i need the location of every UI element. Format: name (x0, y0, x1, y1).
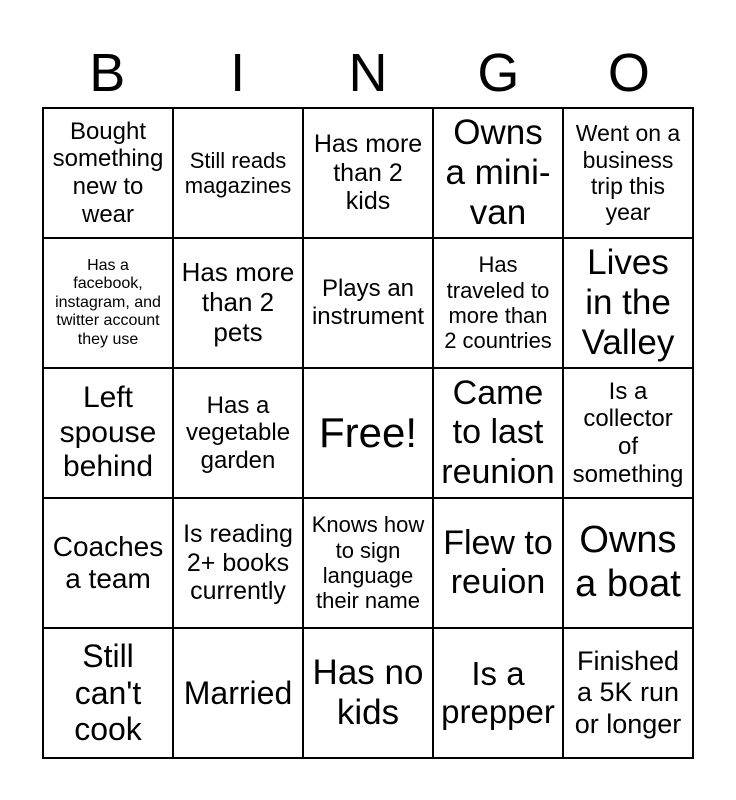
bingo-cell-r2c4 (434, 239, 562, 367)
bingo-grid (42, 107, 694, 759)
cell-text: Has more than 2 pets (181, 257, 295, 347)
cell-text: Came to last reunion (441, 374, 555, 491)
title-letter-i: I (230, 43, 246, 103)
title-letter-n: N (348, 43, 388, 103)
bingo-cell-r4c4 (434, 499, 562, 627)
bingo-cell-r3c1 (44, 369, 172, 497)
bingo-cell-r5c3 (304, 629, 432, 757)
cell-text: Lives in the Valley (581, 242, 675, 363)
bingo-cell-r1c3 (304, 109, 432, 237)
cell-text: Still reads magazines (184, 147, 292, 198)
bingo-cell-r4c2 (174, 499, 302, 627)
cell-text: Went on a business trip this year (575, 120, 681, 226)
cell-text: Flew to reuion (443, 523, 553, 601)
cell-text: Coaches a team (52, 530, 164, 594)
bingo-cell-r4c5 (564, 499, 692, 627)
bingo-cell-r2c5 (564, 239, 692, 367)
title-letter-o: O (607, 43, 650, 103)
cell-text: Free! (318, 408, 418, 456)
bingo-title (42, 40, 694, 103)
free-space-cell (304, 369, 432, 497)
cell-text: Married (183, 674, 293, 711)
cell-text: Is a collector of something (572, 377, 684, 488)
cell-text: Owns a boat (575, 519, 681, 605)
title-letter-g: G (477, 43, 520, 103)
bingo-cell-r1c1 (44, 109, 172, 237)
bingo-cell-r2c1 (44, 239, 172, 367)
bingo-cell-r1c2 (174, 109, 302, 237)
bingo-cell-r5c5 (564, 629, 692, 757)
bingo-cell-r4c1 (44, 499, 172, 627)
bingo-cell-r3c5 (564, 369, 692, 497)
cell-text: Is reading 2+ books currently (183, 519, 293, 606)
cell-text: Has a vegetable garden (185, 391, 291, 474)
cell-text: Is a prepper (441, 655, 555, 730)
bingo-cell-r4c3 (304, 499, 432, 627)
cell-text: Left spouse behind (59, 381, 157, 484)
cell-text: Has more than 2 kids (313, 129, 423, 216)
bingo-cell-r2c3 (304, 239, 432, 367)
bingo-cell-r1c4 (434, 109, 562, 237)
bingo-cell-r5c1 (44, 629, 172, 757)
cell-text: Has traveled to more than 2 countries (444, 252, 552, 354)
cell-text: Finished a 5K run or longer (574, 646, 682, 739)
bingo-cell-r3c2 (174, 369, 302, 497)
bingo-cell-r3c4 (434, 369, 562, 497)
bingo-cell-r1c5 (564, 109, 692, 237)
cell-text: Owns a mini-van (445, 112, 551, 233)
bingo-cell-r5c4 (434, 629, 562, 757)
bingo-cell-r5c2 (174, 629, 302, 757)
cell-text: Has a facebook, instagram, and twitter account they use (55, 257, 161, 348)
bingo-cell-r2c2 (174, 239, 302, 367)
cell-text: Still can't cook (74, 637, 142, 748)
cell-text: Has no kids (312, 652, 424, 732)
cell-text: Knows how to sign language their name (311, 512, 425, 614)
cell-text: Plays an instrument (311, 275, 425, 330)
title-letter-b: B (89, 43, 126, 103)
cell-text: Bought something new to wear (52, 117, 164, 228)
